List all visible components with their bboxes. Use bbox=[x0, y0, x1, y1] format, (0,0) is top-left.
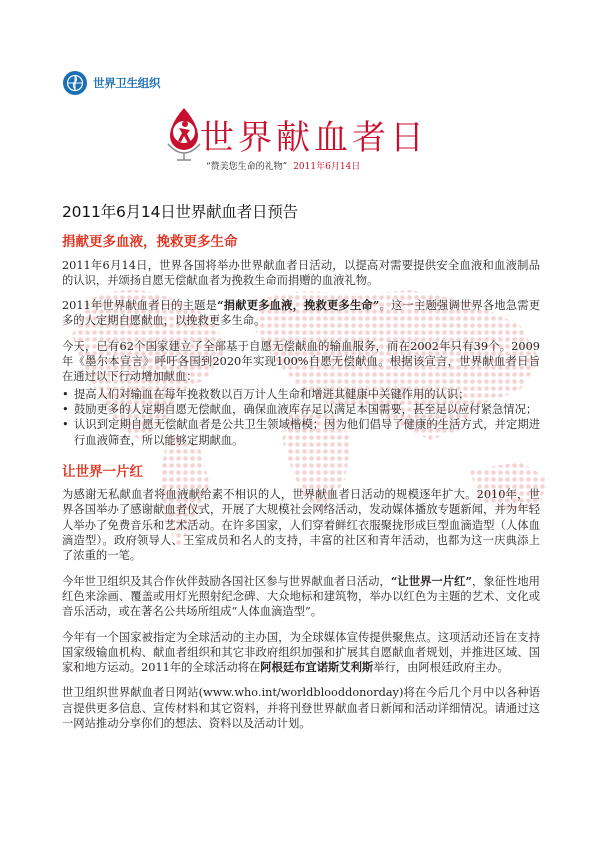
section-heading: 捐献更多血液，挽救更多生命 bbox=[62, 234, 238, 251]
theme-text: “捐献更多血液，挽救更多生命” bbox=[217, 298, 380, 313]
bullet-list bbox=[62, 387, 540, 448]
paragraph: 2011年世界献血者日的主题是“捐献更多血液，挽救更多生命”。这一主题强调世界各地急需更多的人定期自愿献血，以挽救更多生命。 bbox=[62, 298, 540, 328]
who-name: 世界卫生组织 bbox=[93, 76, 161, 90]
section-heading: 让世界一片红 bbox=[62, 463, 143, 480]
banner-subtitle bbox=[206, 159, 360, 172]
who-logo bbox=[62, 68, 160, 98]
banner-slogan: “赞美您生命的礼物” bbox=[206, 162, 288, 172]
list-item: • 鼓励更多的人定期自愿无偿献血，确保血液库存足以满足本国需要，甚至足以应付紧急情况； bbox=[62, 402, 540, 417]
theme-text: “让世界一片红” bbox=[390, 573, 472, 588]
document-title: 2011年6月14日世界献血者日预告 bbox=[62, 203, 298, 221]
host-city: 阿根廷布宜诺斯艾利斯 bbox=[260, 660, 374, 675]
paragraph: 今年世卫组织及其合作伙伴鼓励各国社区参与世界献血者日活动，“让世界一片红”，象征性地用红色来涂画、覆盖或用灯光照射纪念碑、大众地标和建筑物，举办以红色为主题的艺术、文化或音乐活动，或在著名公共场所组成“人体血滴造型”。 bbox=[62, 573, 540, 619]
who-emblem-icon bbox=[62, 70, 88, 96]
paragraph: 今天，已有62个国家建立了全部基于自愿无偿献血的输血服务，而在2002年只有39个。2009年《墨尔本宣言》呼吁各国到2020年实现100%自愿无偿献血。根据该宣言，世界献血者日旨在通过以下行动增加献血： bbox=[62, 339, 540, 384]
document-body bbox=[62, 205, 540, 741]
banner-title: 世界献血者日 bbox=[200, 118, 428, 158]
list-item: • 提高人们对输血在每年挽救数以百万计人生命和增进其健康中关键作用的认识； bbox=[62, 387, 540, 402]
paragraph: 世卫组织世界献血者日网站(www.who.int/worldblooddonorday)将在今后几个月中以各种语言提供更多信息、宣传材料和其它资料，并将刊登世界献血者日新闻和活动详细情况。请通过这一网站推动分享你们的想法、资料以及活动计划。 bbox=[62, 686, 540, 731]
paragraph: 为感谢无私献血者将血液献给素不相识的人，世界献血者日活动的规模逐年扩大。2010年，世界各国举办了感谢献血者仪式，开展了大规模社会网络活动，发动媒体播放专题新闻，并为年轻人举办了免费音乐和艺术活动。在许多国家，人们穿着鲜红衣服聚拢形成巨型血滴造型（人体血滴造型）。政府领导人、王室成员和名人的支持，丰富的社区和青年活动，也都为这一庆典添上了浓重的一笔。 bbox=[62, 488, 540, 563]
list-item: • 认识到定期自愿无偿献血者是公共卫生领域楷模；因为他们倡导了健康的生活方式，并定期进行血液筛查，所以能够定期献血。 bbox=[62, 417, 540, 448]
banner-date: 2011年6月14日 bbox=[293, 162, 361, 172]
paragraph: 今年有一个国家被指定为全球活动的主办国，为全球媒体宣传提供聚焦点。这项活动还旨在支持国家级输血机构、献血者组织和其它非政府组织加强和扩展其自愿献血者规划，并推进区域、国家和地方运动。2011年的全球活动将在阿根廷布宜诺斯艾利斯举行，由阿根廷政府主办。 bbox=[62, 630, 540, 675]
event-banner bbox=[160, 104, 460, 184]
paragraph: 2011年6月14日，世界各国将举办世界献血者日活动，以提高对需要提供安全血液和血液制品的认识，并颂扬自愿无偿献血者为挽救生命而捐赠的血液礼物。 bbox=[62, 258, 540, 287]
